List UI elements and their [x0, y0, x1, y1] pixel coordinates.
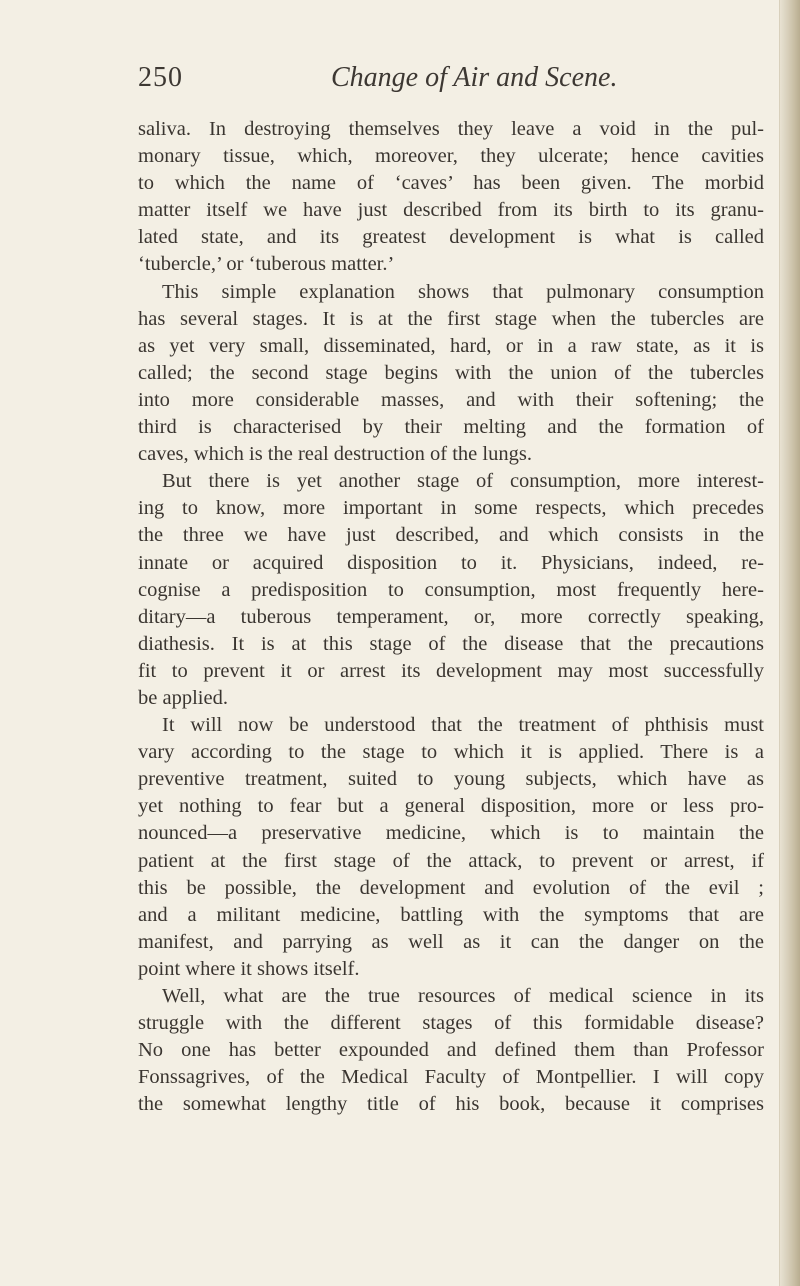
text-line: Well, what are the true resources of medical science in its — [162, 985, 764, 1007]
text-line: preventive treatment, suited to young subjects, which have as — [138, 768, 764, 791]
text-line: be applied. — [138, 686, 228, 709]
book-page-edge — [780, 0, 800, 1286]
text-line: fit to prevent it or arrest its development may most successfully — [138, 659, 764, 682]
text-line: this be possible, the development and evolution of the evil ; — [138, 876, 764, 899]
page-header — [138, 62, 764, 102]
text-line: Fonssagrives, of the Medical Faculty of Montpellier. I will copy — [138, 1066, 764, 1089]
text-line: nounced—a preservative medicine, which is to maintain the — [138, 822, 764, 845]
page-number: 250 — [138, 62, 183, 93]
text-line: It will now be understood that the treatment of phthisis must — [162, 714, 764, 737]
text-line: innate or acquired disposition to it. Physicians, indeed, re- — [138, 551, 764, 574]
text-line: vary according to the stage to which it is applied. There is a — [138, 741, 764, 764]
text-line: patient at the first stage of the attack, to prevent or arrest, if — [138, 849, 764, 872]
text-line: lated state, and its greatest development is what is called — [138, 226, 764, 249]
text-line: This simple explanation shows that pulmonary consumption — [162, 280, 764, 303]
text-line: called; the second stage begins with the union of the tubercles — [138, 361, 764, 384]
text-line: has several stages. It is at the first stage when the tubercles are — [138, 307, 764, 330]
text-line: as yet very small, disseminated, hard, or in a raw state, as it is — [138, 334, 764, 357]
text-line: diathesis. It is at this stage of the disease that the precautions — [138, 632, 764, 655]
text-line: ing to know, more important in some respects, which precedes — [138, 497, 764, 520]
text-line: the three we have just described, and which consists in the — [138, 524, 764, 547]
text-line: But there is yet another stage of consumption, more interest- — [162, 470, 764, 493]
text-line: yet nothing to fear but a general disposition, more or less pro- — [138, 795, 764, 818]
text-line: caves, which is the real destruction of the lungs. — [138, 443, 532, 466]
text-line: monary tissue, which, moreover, they ulcerate; hence cavities — [138, 145, 764, 168]
text-line: ‘tubercle,’ or ‘tuberous matter.’ — [138, 253, 395, 276]
text-line: ditary—a tuberous temperament, or, more correctly speaking, — [138, 605, 764, 628]
text-line: manifest, and parrying as well as it can the danger on the — [138, 930, 764, 953]
text-line: No one has better expounded and defined them than Professor — [138, 1039, 764, 1062]
text-line: to which the name of ‘caves’ has been given. The morbid — [138, 172, 764, 195]
text-line: the somewhat lengthy title of his book, because it comprises — [138, 1093, 764, 1116]
text-line: point where it shows itself. — [138, 957, 360, 980]
running-head: Change of Air and Scene. — [331, 62, 618, 93]
text-line: into more considerable masses, and with their softening; the — [138, 388, 764, 411]
text-line: cognise a predisposition to consumption, most frequently here- — [138, 578, 764, 601]
text-line: and a militant medicine, battling with the symptoms that are — [138, 903, 764, 926]
text-line: third is characterised by their melting and the formation of — [138, 416, 764, 439]
text-line: matter itself we have just described from its birth to its granu- — [138, 199, 764, 222]
text-line: saliva. In destroying themselves they leave a void in the pul- — [138, 118, 764, 140]
body-text — [138, 116, 764, 1118]
text-line: struggle with the different stages of this formidable disease? — [138, 1012, 764, 1035]
